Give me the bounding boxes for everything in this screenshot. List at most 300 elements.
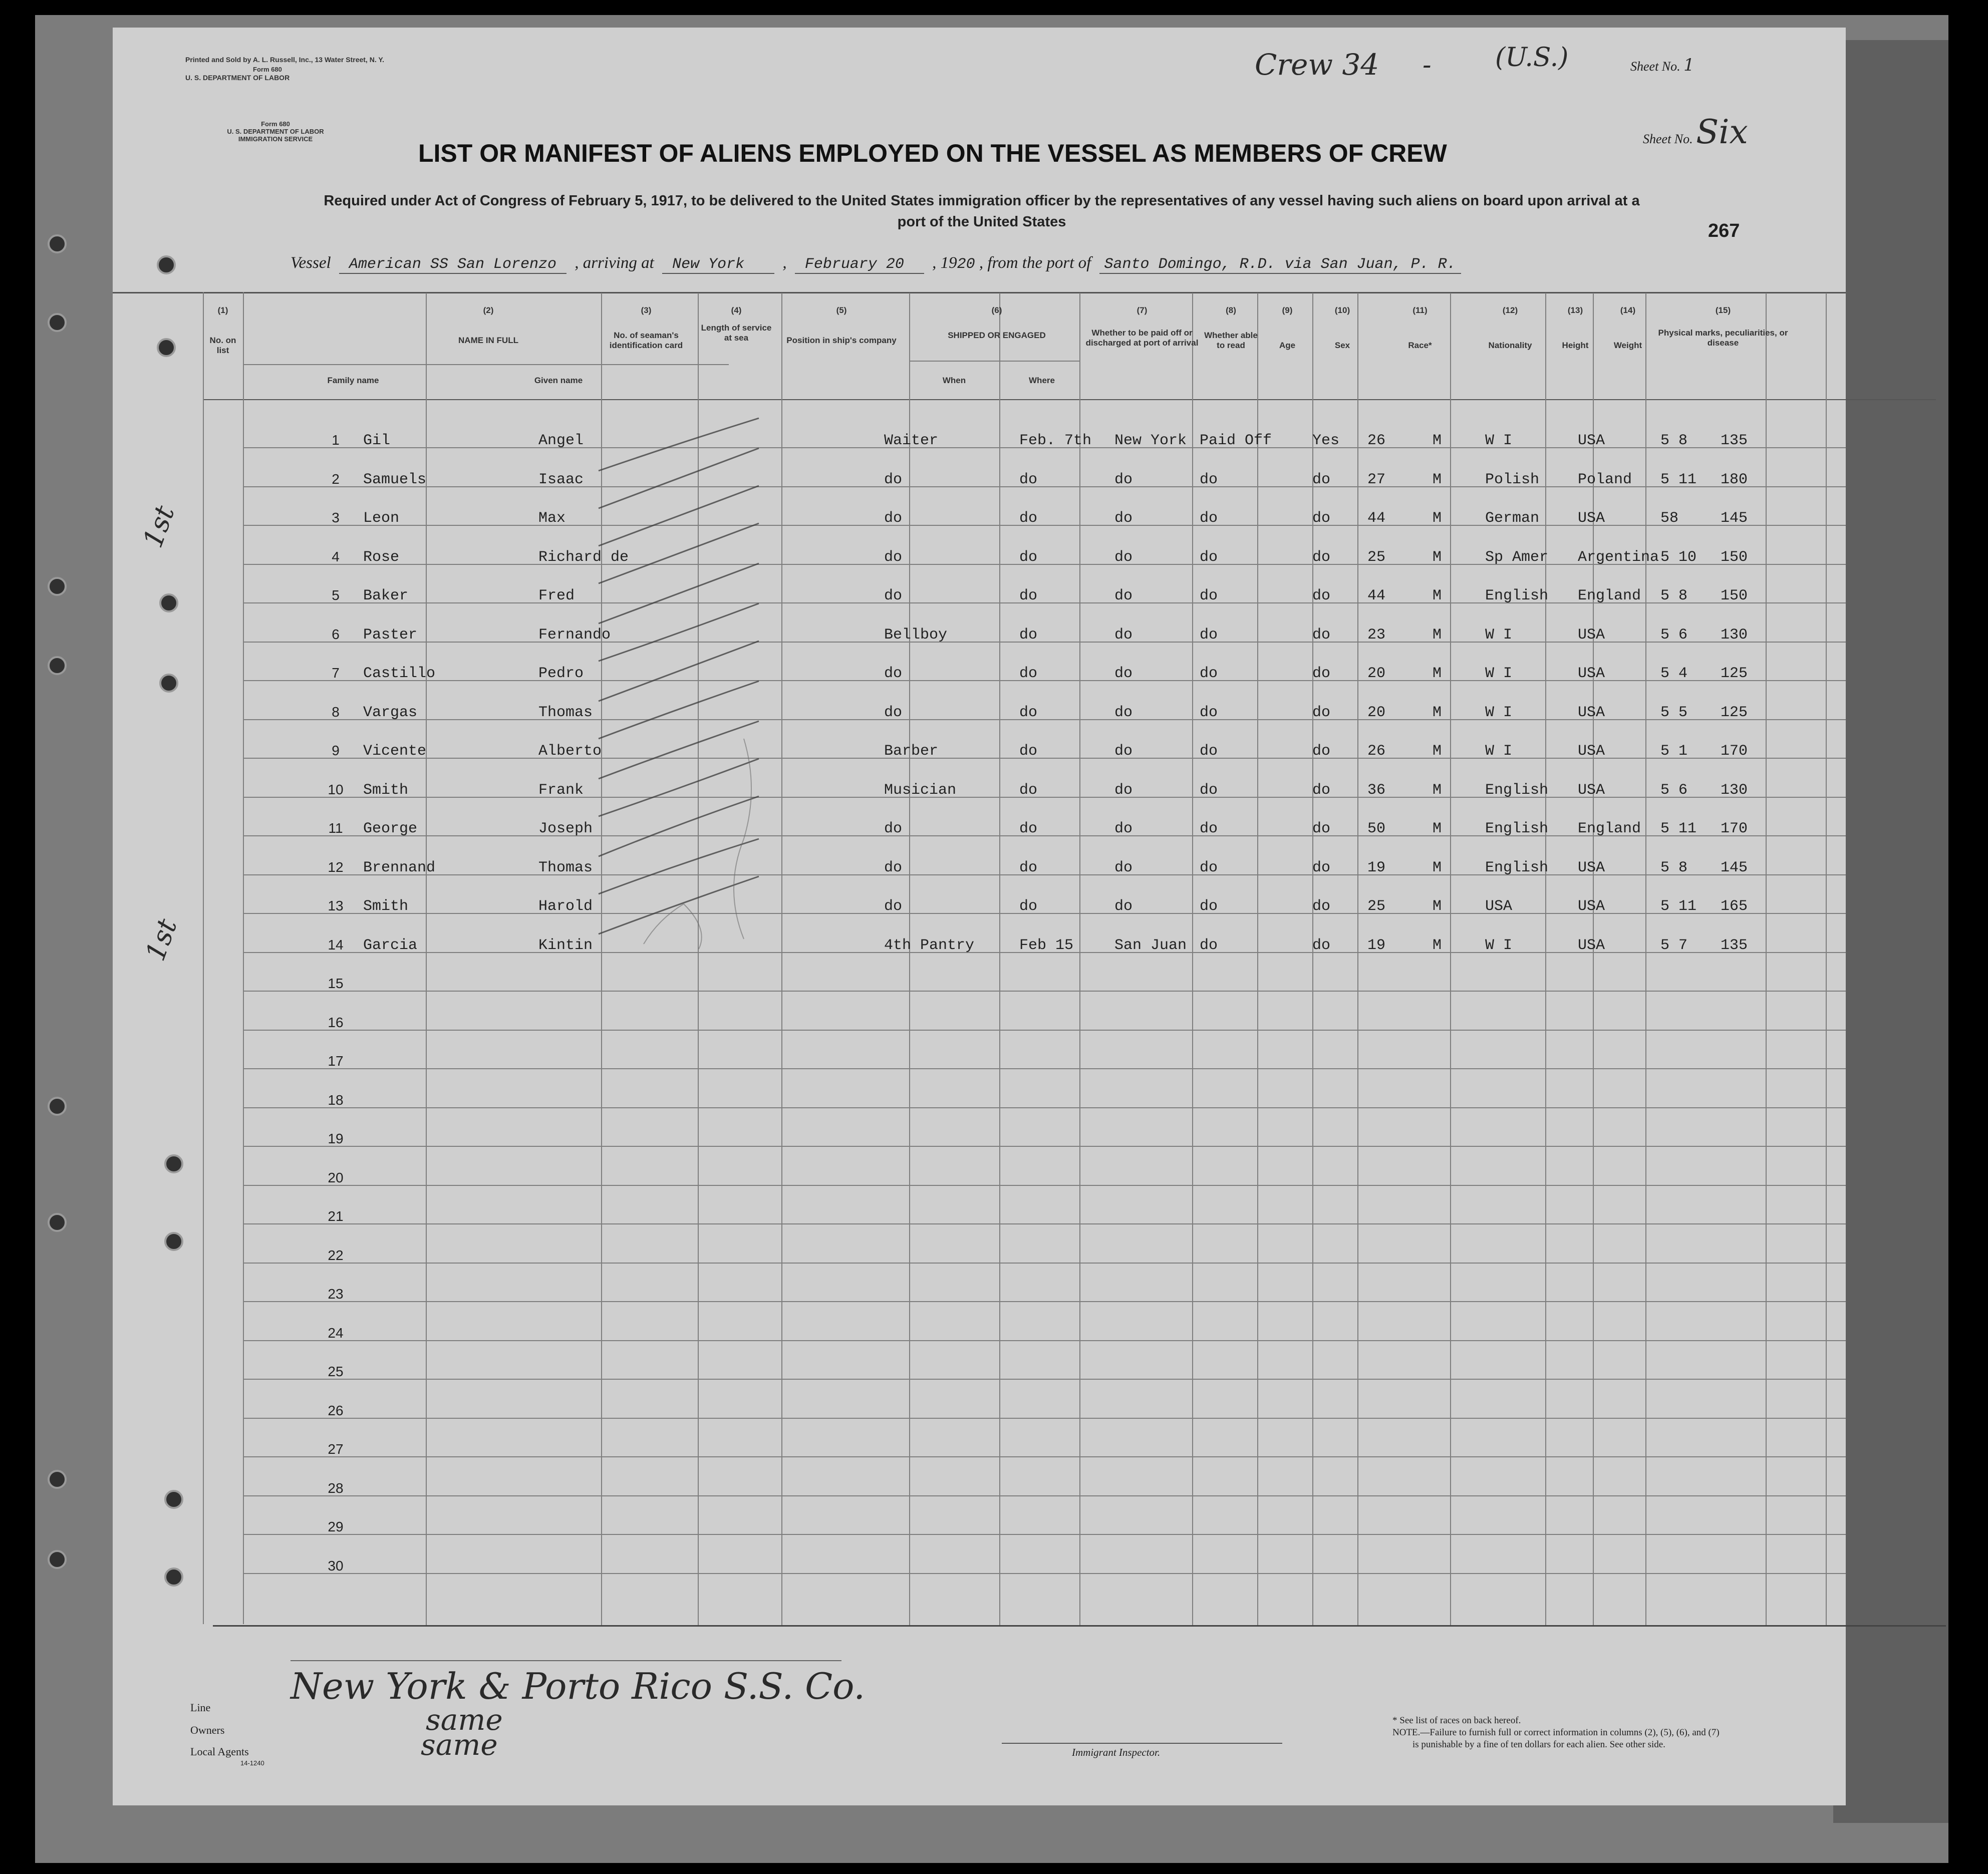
nationality: Argentina [1578, 548, 1659, 566]
position: do [884, 510, 903, 527]
row-number: 2 [332, 471, 340, 487]
shipped-where: San Juan [1114, 936, 1187, 954]
row-number: 16 [328, 1014, 344, 1030]
row-number: 4 [332, 548, 340, 564]
table-row [318, 491, 1891, 529]
row-number: 17 [328, 1053, 344, 1069]
table-row [318, 1306, 1891, 1345]
race: English [1485, 820, 1549, 837]
age: 20 [1367, 665, 1386, 682]
nationality: USA [1578, 743, 1605, 760]
printer-line: Printed and Sold by A. L. Russell, Inc., 13 Water Street, N. Y. [185, 56, 385, 64]
header-when: When [942, 376, 966, 385]
shipped-when: do [1019, 781, 1038, 799]
table-row [318, 1539, 1891, 1578]
race: W I [1485, 743, 1513, 760]
row-number: 7 [332, 665, 340, 681]
paper-hole [164, 1232, 183, 1251]
shipped-where: do [1114, 743, 1133, 760]
row-number: 30 [328, 1557, 344, 1574]
age: 27 [1367, 471, 1386, 488]
family-name: Samuels [363, 471, 427, 488]
able-read: do [1312, 665, 1331, 682]
row-number: 24 [328, 1325, 344, 1341]
paid-off: do [1200, 743, 1218, 760]
dept-top: U. S. DEPARTMENT OF LABOR [185, 74, 290, 82]
able-read: do [1312, 781, 1331, 799]
vessel-line: Vessel American SS San Lorenzo , arriving at New York , February 20 , 1920 , from the port of Santo Domingo, R.D. via San Juan, P. R. [291, 254, 1465, 273]
owners-label: Owners [190, 1724, 225, 1736]
height: 5 5 [1660, 704, 1688, 721]
shipped-where: do [1114, 471, 1133, 488]
table-row [318, 1345, 1891, 1383]
race: Sp Amer [1485, 548, 1549, 566]
nationality: USA [1578, 781, 1605, 799]
age: 36 [1367, 781, 1386, 799]
header-physical: Physical marks, peculiarities, or disease [1658, 328, 1788, 348]
footer-note-2: NOTE.—Failure to furnish full or correct information in columns (2), (5), (6), and (7) [1392, 1727, 1720, 1738]
table-row [318, 996, 1891, 1034]
arrival-port: New York [662, 256, 774, 274]
nationality: USA [1578, 704, 1605, 721]
table-row [318, 530, 1891, 568]
paid-off: do [1200, 704, 1218, 721]
shipped-where: do [1114, 859, 1133, 876]
agents-label: Local Agents [190, 1745, 249, 1758]
arrival-date: February 20 [795, 256, 924, 274]
nationality: USA [1578, 626, 1605, 644]
able-read: do [1312, 704, 1331, 721]
given-name: Max [538, 510, 566, 527]
row-number: 22 [328, 1247, 344, 1263]
family-name: Garcia [363, 936, 418, 954]
table-row [318, 1073, 1891, 1112]
owners-value: same [426, 1703, 503, 1737]
weight: 125 [1721, 665, 1748, 682]
position: do [884, 704, 903, 721]
paid-off: do [1200, 665, 1218, 682]
binder-hole [48, 234, 67, 253]
sex: M [1433, 859, 1442, 876]
able-read: do [1312, 820, 1331, 837]
nationality: England [1578, 587, 1641, 604]
row-number: 12 [328, 859, 344, 875]
table-row [318, 1500, 1891, 1538]
shipped-where: do [1114, 510, 1133, 527]
given-name: Frank [538, 781, 584, 799]
crew-annotation: Crew 34 [1255, 48, 1379, 82]
position: do [884, 859, 903, 876]
paper-hole [164, 1154, 183, 1173]
sex: M [1433, 781, 1442, 799]
shipped-where: do [1114, 548, 1133, 566]
given-name: Thomas [538, 704, 593, 721]
weight: 170 [1721, 743, 1748, 760]
paid-off: do [1200, 820, 1218, 837]
family-name: Castillo [363, 665, 436, 682]
header-id-card: No. of seaman's identification card [609, 331, 683, 350]
sheet-number-1: Sheet No. 1 [1630, 55, 1694, 75]
height: 5 11 [1660, 471, 1697, 488]
row-number: 19 [328, 1131, 344, 1146]
position: do [884, 820, 903, 837]
shipped-where: do [1114, 704, 1133, 721]
given-name: Harold [538, 898, 593, 915]
given-name: Joseph [538, 820, 593, 837]
header-where: Where [1029, 376, 1055, 385]
header-position: Position in ship's company [786, 336, 897, 345]
nationality: USA [1578, 898, 1605, 915]
shipped-where: New York [1114, 432, 1187, 449]
row-number: 11 [328, 820, 343, 836]
able-read: do [1312, 626, 1331, 644]
able-read: do [1312, 859, 1331, 876]
row-number: 21 [328, 1208, 344, 1224]
height: 5 8 [1660, 859, 1688, 876]
weight: 150 [1721, 587, 1748, 604]
us-annotation: (U.S.) [1495, 43, 1569, 73]
age: 25 [1367, 548, 1386, 566]
margin-mark: 1st [139, 914, 183, 965]
family-name: Baker [363, 587, 409, 604]
family-name: Paster [363, 626, 418, 644]
family-name: Leon [363, 510, 400, 527]
shipped-where: do [1114, 587, 1133, 604]
vessel-name: American SS San Lorenzo [339, 256, 566, 274]
shipped-when: do [1019, 859, 1038, 876]
paper-hole [164, 1490, 183, 1509]
printer-form: Form 680 [253, 66, 282, 73]
header-age: Age [1279, 341, 1296, 350]
shipped-when: Feb. 7th [1019, 432, 1092, 449]
race: German [1485, 510, 1540, 527]
position: Musician [884, 781, 957, 799]
table-row [318, 1461, 1891, 1500]
table-row [318, 1422, 1891, 1461]
shipped-when: do [1019, 471, 1038, 488]
sex: M [1433, 898, 1442, 915]
page-title: LIST OR MANIFEST OF ALIENS EMPLOYED ON THE VESSEL AS MEMBERS OF CREW [418, 139, 1447, 167]
race: English [1485, 587, 1549, 604]
pencil-strokes [579, 388, 814, 959]
header-able-read: Whether able to read [1204, 331, 1258, 350]
family-name: Rose [363, 548, 400, 566]
header-nationality: Nationality [1488, 341, 1532, 350]
given-name: Angel [538, 432, 584, 449]
position: Waiter [884, 432, 939, 449]
table-row [318, 1228, 1891, 1267]
shipped-when: do [1019, 626, 1038, 644]
paper-hole [157, 338, 176, 357]
binder-hole [48, 1097, 67, 1116]
manifest-sheet: Printed and Sold by A. L. Russell, Inc., 13 Water Street, N. Y. Form 680 U. S. DEPARTMENT OF LABOR Form 680 U. S. DEPARTMENT OF LABOR IMMIGRATION SERVICE Crew 34 - (U.S.) Sheet No. 1 Sheet No. Six LIST OR MANIFEST OF ALIENS EMPLOYED ON THE VESSEL AS MEMBERS OF CREW Required under Act of Congress of February 5, 1917, to be delivered to the United States immigration officer by the representatives of any vessel having such aliens on board upon arrival at a port of the United States 267 Vessel American SS San Lorenzo , arriving at New York , February 20 , 1920 , from the port of Santo Domingo, R.D. via San Juan, P. R. (1) No. on list (2) NAME IN FULL Family name Given name (3) No. of seaman's identification card (4) Length of service at sea (5) Position in ship's company (6) SHIPPED OR ENGAGED When Where (7) Whether to be paid off or discharged at port of arrival (8) Whether able to read (9) Age (10) Sex (11) Race* (12) Nationality (13) Height (14) Weight (15) Physical marks, peculiarities, or disease 1 Gil Angel Waiter Feb. 7th New York Paid Off Yes 26 M W I USA 5 8 135 2 Samuels Isaac do do do do do 27 M Polish Poland 5 11 180 3 Leon Max do do do do do 44 M German USA 58 145 4 Rose Richard de do do do do do 25 M Sp Amer Argentina 5 10 150 5 Baker Fred do do do do do 44 M English England 5 8 150 6 Paster Fernando Bellboy do do do do 23 M W I USA 5 6 130 7 Castillo Pedro do do do do do 20 M W I USA 5 4 125 8 Vargas Thomas do do do do do 20 M W I USA 5 5 125 9 Vicente Alberto Barber do do do do 26 M W I USA 5 1 170 10 Smith Frank Musician do do do do 36 M English USA 5 6 130 11 George Joseph do do do do do 50 M English England 5 11 170 12 Brennand Thomas do do do do do 19 M English USA 5 8 145 13 Smith Harold do do do do do 25 M USA USA 5 11 165 14 Garcia Kintin 4th Pantry Feb 15 San Juan do do 19 M W I USA 5 7 135 15 16 17 18 19 20 21 22 23 24 25 26 27 28 29 30 1st 1st Line New York & Porto Rico S.S. Co. Owners same Local Agents same 14-1240 Immigrant Inspector. * See list of races on back hereof. NOTE.—Failure to furnish full or correct information in columns (2), (5), (6), and (7) is punishable by a fine of ten dollars for each alien. See other side. [113, 28, 1846, 1805]
row-number: 1 [332, 432, 340, 448]
table-row [318, 957, 1891, 995]
able-read: Yes [1312, 432, 1340, 449]
header-sex: Sex [1334, 341, 1350, 350]
header-race: Race* [1408, 341, 1432, 350]
binder-hole [48, 1550, 67, 1569]
row-number: 3 [332, 510, 340, 525]
sex: M [1433, 820, 1442, 837]
position: do [884, 665, 903, 682]
table-row [318, 646, 1891, 685]
shipped-when: do [1019, 743, 1038, 760]
paid-off: do [1200, 510, 1218, 527]
given-name: Isaac [538, 471, 584, 488]
row-number: 5 [332, 587, 340, 603]
sheet-number-2: Sheet No. Six [1643, 113, 1748, 151]
table-row [318, 1151, 1891, 1189]
row-number: 14 [328, 936, 344, 953]
paid-off: do [1200, 859, 1218, 876]
race: USA [1485, 898, 1513, 915]
header-height: Height [1562, 341, 1589, 350]
sex: M [1433, 587, 1442, 604]
able-read: do [1312, 898, 1331, 915]
row-number: 29 [328, 1519, 344, 1534]
family-name: Vicente [363, 743, 427, 760]
given-name: Thomas [538, 859, 593, 876]
row-number: 8 [332, 704, 340, 720]
family-name: George [363, 820, 418, 837]
race: English [1485, 859, 1549, 876]
position: Bellboy [884, 626, 948, 644]
table-row [318, 724, 1891, 762]
family-name: Brennand [363, 859, 436, 876]
shipped-when: do [1019, 820, 1038, 837]
sex: M [1433, 665, 1442, 682]
shipped-when: do [1019, 548, 1038, 566]
footer-note-1: * See list of races on back hereof. [1392, 1715, 1521, 1726]
header-weight: Weight [1613, 341, 1642, 350]
family-name: Gil [363, 432, 391, 449]
row-number: 27 [328, 1441, 344, 1457]
table-row [318, 607, 1891, 646]
sex: M [1433, 743, 1442, 760]
row-number: 26 [328, 1402, 344, 1418]
age: 25 [1367, 898, 1386, 915]
age: 19 [1367, 936, 1386, 954]
race: W I [1485, 626, 1513, 644]
paid-off: do [1200, 898, 1218, 915]
shipped-where: do [1114, 781, 1133, 799]
height: 5 6 [1660, 781, 1688, 799]
age: 50 [1367, 820, 1386, 837]
weight: 145 [1721, 510, 1748, 527]
binder-hole [48, 1470, 67, 1489]
height: 58 [1660, 510, 1679, 527]
departure-port: Santo Domingo, R.D. via San Juan, P. R. [1099, 256, 1461, 274]
shipped-when: do [1019, 704, 1038, 721]
shipped-when: do [1019, 898, 1038, 915]
shipped-when: Feb 15 [1019, 936, 1074, 954]
table-row [318, 1267, 1891, 1306]
race: W I [1485, 704, 1513, 721]
header-paid-off: Whether to be paid off or discharged at port of arrival [1085, 328, 1199, 348]
header-no-on-list: No. on list [209, 336, 236, 355]
given-name: Kintin [538, 936, 593, 954]
row-number: 6 [332, 626, 340, 642]
able-read: do [1312, 548, 1331, 566]
paper-hole [159, 674, 178, 693]
height: 5 11 [1660, 898, 1697, 915]
form-block: Form 680 U. S. DEPARTMENT OF LABOR IMMIGRATION SERVICE [227, 120, 324, 143]
row-number: 9 [332, 743, 340, 758]
header-family-name: Family name [327, 376, 379, 385]
age: 44 [1367, 510, 1386, 527]
table-row [318, 1384, 1891, 1422]
row-number: 25 [328, 1364, 344, 1379]
weight: 135 [1721, 432, 1748, 449]
race: W I [1485, 665, 1513, 682]
shipped-where: do [1114, 820, 1133, 837]
sex: M [1433, 548, 1442, 566]
able-read: do [1312, 471, 1331, 488]
header-given-name: Given name [534, 376, 583, 385]
header-length-service: Length of service at sea [701, 323, 772, 343]
footer-note-3: is punishable by a fine of ten dollars for each alien. See other side. [1412, 1739, 1665, 1750]
nationality: England [1578, 820, 1641, 837]
sex: M [1433, 432, 1442, 449]
manifest-footer [190, 1660, 1843, 1790]
paid-off: do [1200, 936, 1218, 954]
table-row [318, 918, 1891, 957]
given-name: Fred [538, 587, 575, 604]
family-name: Vargas [363, 704, 418, 721]
height: 5 8 [1660, 587, 1688, 604]
weight: 180 [1721, 471, 1748, 488]
table-row [318, 879, 1891, 917]
able-read: do [1312, 743, 1331, 760]
paid-off: do [1200, 471, 1218, 488]
family-name: Smith [363, 898, 409, 915]
age: 44 [1367, 587, 1386, 604]
sex: M [1433, 510, 1442, 527]
height: 5 6 [1660, 626, 1688, 644]
weight: 135 [1721, 936, 1748, 954]
shipped-where: do [1114, 898, 1133, 915]
shipped-where: do [1114, 665, 1133, 682]
arrival-year: 20 [957, 256, 975, 273]
shipped-when: do [1019, 665, 1038, 682]
shipped-when: do [1019, 510, 1038, 527]
weight: 165 [1721, 898, 1748, 915]
paper-hole [164, 1568, 183, 1587]
weight: 125 [1721, 704, 1748, 721]
able-read: do [1312, 510, 1331, 527]
table-row [318, 452, 1891, 491]
table-row [318, 685, 1891, 724]
position: do [884, 587, 903, 604]
form-code: 14-1240 [240, 1759, 264, 1767]
race: W I [1485, 936, 1513, 954]
paid-off: do [1200, 626, 1218, 644]
binder-hole [48, 656, 67, 675]
margin-mark: 1st [136, 501, 181, 552]
shipped-when: do [1019, 587, 1038, 604]
table-row [318, 568, 1891, 607]
table-row [318, 801, 1891, 840]
annotation-dash: - [1423, 50, 1432, 80]
page-number: 267 [1708, 220, 1740, 241]
height: 5 8 [1660, 432, 1688, 449]
position: do [884, 898, 903, 915]
able-read: do [1312, 587, 1331, 604]
page-subtitle: Required under Act of Congress of February 5, 1917, to be delivered to the United States immigration officer by the representatives of any vessel having such aliens on board upon arrival at a port of the United States [324, 193, 1640, 230]
sex: M [1433, 936, 1442, 954]
row-number: 13 [328, 898, 344, 913]
age: 20 [1367, 704, 1386, 721]
height: 5 7 [1660, 936, 1688, 954]
height: 5 10 [1660, 548, 1697, 566]
weight: 150 [1721, 548, 1748, 566]
binder-hole [48, 577, 67, 596]
row-number: 23 [328, 1286, 344, 1302]
row-number: 15 [328, 976, 344, 991]
height: 5 1 [1660, 743, 1688, 760]
row-number: 10 [328, 781, 344, 797]
table-row [318, 1112, 1891, 1150]
shipped-where: do [1114, 626, 1133, 644]
row-number: 20 [328, 1169, 344, 1185]
weight: 170 [1721, 820, 1748, 837]
weight: 130 [1721, 781, 1748, 799]
sex: M [1433, 626, 1442, 644]
nationality: USA [1578, 432, 1605, 449]
position: Barber [884, 743, 939, 760]
paper-hole [157, 255, 176, 274]
table-row [318, 1034, 1891, 1073]
paid-off: do [1200, 781, 1218, 799]
nationality: USA [1578, 859, 1605, 876]
position: do [884, 548, 903, 566]
race: English [1485, 781, 1549, 799]
position: do [884, 471, 903, 488]
able-read: do [1312, 936, 1331, 954]
table-row [318, 763, 1891, 801]
family-name: Smith [363, 781, 409, 799]
row-number: 28 [328, 1480, 344, 1496]
weight: 145 [1721, 859, 1748, 876]
table-row [318, 413, 1891, 452]
table-row [318, 840, 1891, 879]
paid-off: do [1200, 587, 1218, 604]
age: 26 [1367, 432, 1386, 449]
line-value: New York & Porto Rico S.S. Co. [291, 1665, 866, 1707]
sex: M [1433, 471, 1442, 488]
nationality: USA [1578, 665, 1605, 682]
header-shipped: SHIPPED OR ENGAGED [948, 331, 1046, 340]
paid-off: do [1200, 548, 1218, 566]
given-name: Alberto [538, 743, 602, 760]
given-name: Pedro [538, 665, 584, 682]
age: 26 [1367, 743, 1386, 760]
height: 5 4 [1660, 665, 1688, 682]
age: 23 [1367, 626, 1386, 644]
sex: M [1433, 704, 1442, 721]
paper-hole [159, 593, 178, 612]
height: 5 11 [1660, 820, 1697, 837]
paid-off: Paid Off [1200, 432, 1272, 449]
nationality: USA [1578, 936, 1605, 954]
inspector-label: Immigrant Inspector. [1072, 1746, 1161, 1758]
header-name: NAME IN FULL [458, 336, 518, 345]
weight: 130 [1721, 626, 1748, 644]
line-label: Line [190, 1701, 211, 1714]
row-number: 18 [328, 1092, 344, 1108]
given-name: Fernando [538, 626, 611, 644]
